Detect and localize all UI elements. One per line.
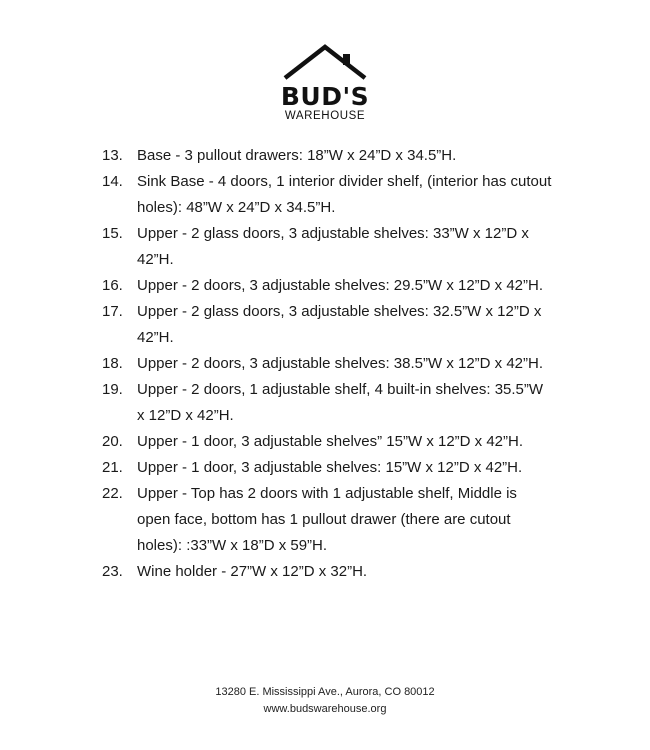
item-text: Base - 3 pullout drawers: 18”W x 24”D x 34.5”H. [137, 147, 457, 164]
item-number: 17. [102, 303, 123, 320]
item-number: 13. [102, 147, 123, 164]
item-text: Upper - 2 doors, 3 adjustable shelves: 38.5”W x 12”D x 42”H. [137, 355, 544, 372]
item-list [102, 143, 552, 585]
item-number: 18. [102, 355, 123, 372]
item-text: Upper - 1 door, 3 adjustable shelves: 15”W x 12”D x 42”H. [137, 459, 523, 476]
logo-name: BUD'S [280, 82, 370, 111]
item-number: 23. [102, 563, 123, 580]
list-item [102, 351, 552, 377]
item-number: 22. [102, 485, 123, 502]
house-roof-icon [282, 42, 368, 82]
footer-website: www.budswarehouse.org [263, 703, 387, 715]
list-item [102, 169, 552, 221]
item-number: 20. [102, 433, 123, 450]
item-text: Upper - 2 doors, 3 adjustable shelves: 29.5”W x 12”D x 42”H. [137, 277, 544, 294]
item-number: 21. [102, 459, 123, 476]
list-item [102, 273, 552, 299]
item-text: Upper - Top has 2 doors with 1 adjustable shelf, Middle is open face, bottom has 1 pullout drawer (there are cutout holes): :33”W x 18”D x 59”H. [137, 485, 517, 554]
list-item [102, 377, 552, 429]
item-number: 19. [102, 381, 123, 398]
item-text: Sink Base - 4 doors, 1 interior divider shelf, (interior has cutout holes): 48”W x 24”D x 34.5”H. [137, 173, 552, 216]
item-text: Upper - 2 doors, 1 adjustable shelf, 4 built-in shelves: 35.5”W x 12”D x 42”H. [137, 381, 544, 424]
logo-subtitle: WAREHOUSE [284, 110, 366, 122]
footer-address: 13280 E. Mississippi Ave., Aurora, CO 80012 [215, 686, 435, 698]
item-text: Upper - 2 glass doors, 3 adjustable shelves: 32.5”W x 12”D x 42”H. [137, 303, 542, 346]
item-number: 14. [102, 173, 123, 190]
item-number: 15. [102, 225, 123, 242]
list-item [102, 481, 552, 559]
list-item [102, 143, 552, 169]
list-item [102, 299, 552, 351]
list-item [102, 221, 552, 273]
footer [0, 684, 650, 718]
item-number: 16. [102, 277, 123, 294]
item-text: Wine holder - 27”W x 12”D x 32”H. [137, 563, 368, 580]
item-text: Upper - 2 glass doors, 3 adjustable shelves: 33”W x 12”D x 42”H. [137, 225, 529, 268]
list-item [102, 429, 552, 455]
logo [0, 42, 650, 123]
item-text: Upper - 1 door, 3 adjustable shelves” 15”W x 12”D x 42”H. [137, 433, 524, 450]
list-item [102, 559, 552, 585]
list-item [102, 455, 552, 481]
